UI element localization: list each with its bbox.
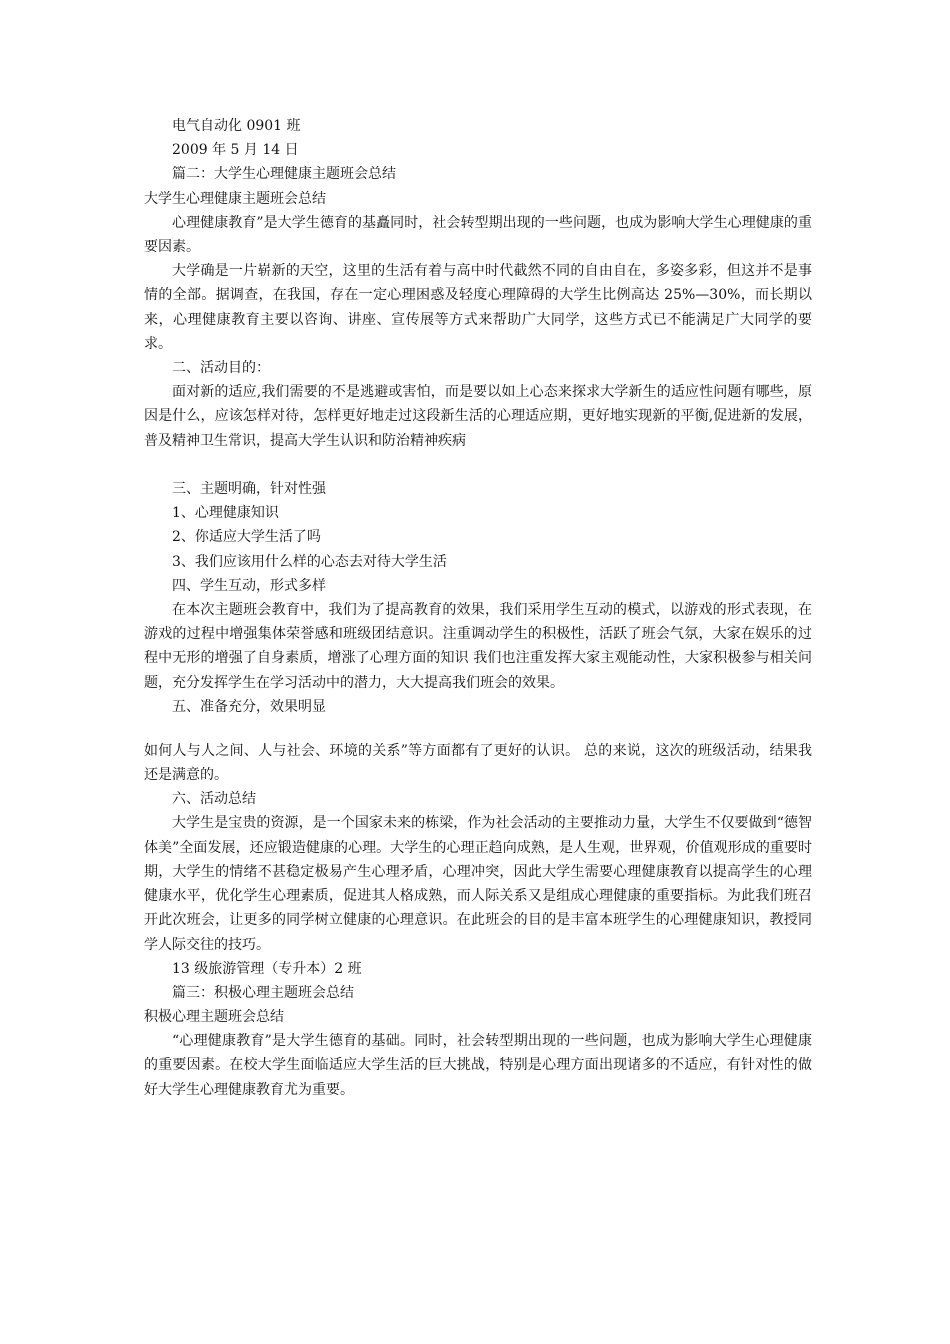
section-heading-theme: 三、主题明确，针对性强: [172, 480, 326, 497]
chapter-heading-3: 篇三：积极心理主题班会总结: [172, 984, 354, 1001]
paragraph-goal: 面对新的适应,我们需要的不是逃避或害怕，而是要以如上心态来探求大学新生的适应性问题有哪些，原因是什么，应该怎样对待，怎样更好地走过这段新生活的心理适应期，更好地实现新的平衡,促进新的发展，普及精神卫生常识，提高大学生认识和防治精神疾病: [144, 384, 812, 449]
section-heading-summary: 六、活动总结: [172, 791, 256, 808]
paragraph-positive-psychology: “心理健康教育”是大学生德育的基础。同时，社会转型期出现的一些问题，也成为影响大学生心理健康的重要因素。在校大学生面临适应大学生活的巨大挑战，特别是心理方面出现诸多的不适应，有针对性的做好大学生心理健康教育尤为重要。: [144, 1033, 812, 1098]
article-title-3: 积极心理主题班会总结: [144, 1009, 284, 1026]
article-title-2: 大学生心理健康主题班会总结: [144, 190, 326, 207]
paragraph-background: 大学确是一片崭新的天空，这里的生活有着与高中时代截然不同的自由自在，多姿多彩，但这并不是事情的全部。据调查，在我国，存在一定心理困惑及轻度心理障碍的大学生比例高达 25%—30%，而长期以来，心理健康教育主要以咨询、讲座、宣传展等方式来帮助广大同学，这些方式已不能满足广大同学的要求。: [144, 263, 812, 352]
date-line: 2009 年 5 月 14 日: [172, 142, 299, 159]
list-item: 1、心理健康知识: [172, 505, 279, 522]
paragraph-result: 如何人与人之间、人与社会、环境的关系”等方面都有了更好的认识。 总的来说，这次的班级活动，结果我还是满意的。: [144, 742, 812, 784]
blank-line: [144, 453, 812, 477]
paragraph-intro: 心理健康教育”是大学生德育的基矗同时，社会转型期出现的一些问题，也成为影响大学生心理健康的重要因素。: [144, 214, 812, 255]
class-signature: 13 级旅游管理（专升本）2 班: [172, 960, 362, 977]
chapter-heading-2: 篇二：大学生心理健康主题班会总结: [172, 166, 396, 183]
blank-line: [144, 719, 812, 739]
class-signature: 电气自动化 0901 班: [172, 118, 301, 134]
list-item: 2、你适应大学生活了吗: [172, 529, 321, 546]
section-heading-interaction: 四、学生互动，形式多样: [172, 577, 326, 594]
section-heading-goal: 二、活动目的：: [172, 359, 270, 376]
section-heading-preparation: 五、准备充分，效果明显: [172, 698, 326, 715]
list-item: 3、我们应该用什么样的心态去对待大学生活: [172, 553, 447, 570]
paragraph-interaction: 在本次主题班会教育中，我们为了提高教育的效果，我们采用学生互动的模式，以游戏的形式表现，在游戏的过程中增强集体荣誉感和班级团结意识。注重调动学生的积极性，活跃了班会气氛，大家在娱乐的过程中无形的增强了自身素质，增涨了心理方面的知识 我们也注重发挥大家主观能动性，大家积极参与相关问题，充分发挥学生在学习活动中的潜力，大大提高我们班会的效果。: [144, 601, 812, 691]
document-page: [144, 114, 812, 1102]
paragraph-summary: 大学生是宝贵的资源，是一个国家未来的栋梁，作为社会活动的主要推动力量，大学生不仅要做到“德智体美”全面发展，还应锻造健康的心理。大学生的心理正趋向成熟，是人生观，世界观，价值观形成的重要时期，大学生的情绪不甚稳定极易产生心理矛盾，心理冲突，因此大学生需要心理健康教育以提高学生的心理健康水平，优化学生心理素质，促进其人格成熟，而人际关系又是组成心理健康的重要指标。为此我们班召开此次班会，让更多的同学树立健康的心理意识。在此班会的目的是丰富本班学生的心理健康知识，教授同学人际交往的技巧。: [144, 815, 812, 953]
